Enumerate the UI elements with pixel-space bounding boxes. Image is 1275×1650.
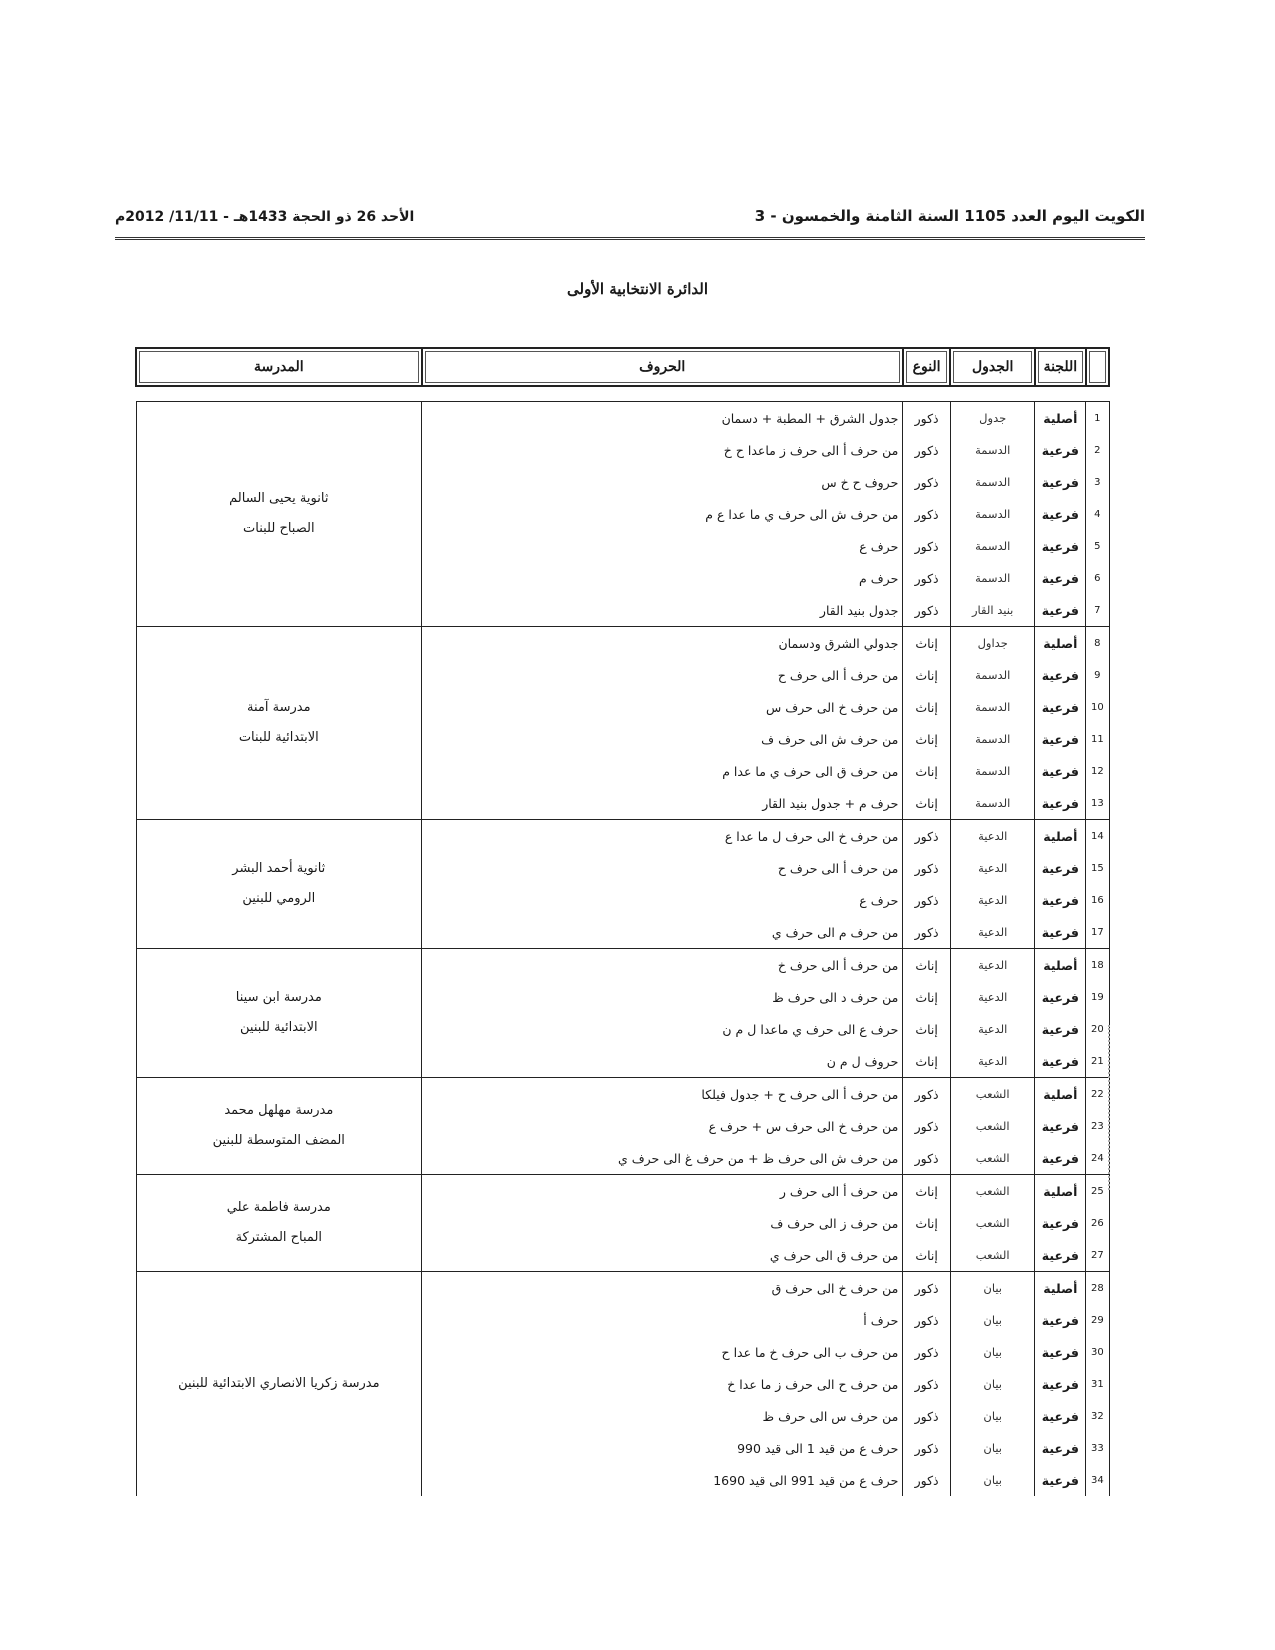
voter-table: الدسمة [950,562,1035,594]
committee-number: 25 [1086,1175,1109,1208]
page-header [115,205,1145,240]
gender: ذكور [903,1432,951,1464]
committee-type: فرعية [1035,466,1086,498]
letters-range: من حرف ز الى حرف ف [422,1207,903,1239]
gender: ذكور [903,1142,951,1175]
voter-table: بيان [950,1432,1035,1464]
margin-dots [1108,1025,1116,1190]
committee-number: 16 [1086,884,1109,916]
letters-range: من حرف أ الى حرف ز ماعدا ح خ [422,434,903,466]
gender: إناث [903,787,951,820]
letters-range: من حرف ق الى حرف ي ما عدا م [422,755,903,787]
committee-number: 27 [1086,1239,1109,1272]
gender: ذكور [903,820,951,853]
table-bottom-edge [135,1466,1110,1467]
committee-number: 18 [1086,949,1109,982]
committee-number: 14 [1086,820,1109,853]
committee-number: 6 [1086,562,1109,594]
committee-number: 26 [1086,1207,1109,1239]
gender: ذكور [903,1078,951,1111]
letters-range: من حرف خ الى حرف س [422,691,903,723]
gender: ذكور [903,1368,951,1400]
voter-table: الشعب [950,1175,1035,1208]
table-row [136,1272,1109,1305]
letters-range: حرف أ [422,1304,903,1336]
school-name-line: مدرسة مهلهل محمد [224,1103,334,1118]
gender: ذكور [903,466,951,498]
gazette-date: الأحد 26 ذو الحجة 1433هـ - 11/11/ 2012م [115,209,415,225]
voter-table: الدعية [950,884,1035,916]
voter-table: الدعية [950,916,1035,949]
voter-table: الشعب [950,1142,1035,1175]
gender: ذكور [903,530,951,562]
gender: ذكور [903,852,951,884]
committee-type: فرعية [1035,1336,1086,1368]
voter-table: بيان [950,1336,1035,1368]
committee-type: فرعية [1035,562,1086,594]
header-committee: اللجنة [1035,348,1086,386]
committee-type: فرعية [1035,981,1086,1013]
page-title: الدائرة الانتخابية الأولى [567,280,708,298]
voter-table: الدسمة [950,691,1035,723]
table-body [136,402,1109,1497]
header-letters: الحروف [422,348,903,386]
committee-number: 8 [1086,627,1109,660]
voter-table: الدسمة [950,434,1035,466]
voter-table: الشعب [950,1207,1035,1239]
committee-type: فرعية [1035,1368,1086,1400]
school-name [136,1175,422,1272]
letters-range: من حرف د الى حرف ظ [422,981,903,1013]
committee-number: 22 [1086,1078,1109,1111]
school-name-line: المضف المتوسطة للبنين [212,1133,345,1148]
committee-number: 17 [1086,916,1109,949]
voter-table: الدسمة [950,498,1035,530]
letters-range: من حرف ق الى حرف ي [422,1239,903,1272]
voter-table: الدعية [950,852,1035,884]
voter-table: بيان [950,1400,1035,1432]
gazette-issue: الكويت اليوم العدد 1105 السنة الثامنة والخمسون - 3 [754,207,1145,225]
committee-type: فرعية [1035,691,1086,723]
committee-type: أصلية [1035,1078,1086,1111]
committee-type: أصلية [1035,1272,1086,1305]
committee-number: 13 [1086,787,1109,820]
voter-table: الدسمة [950,659,1035,691]
gender: ذكور [903,1110,951,1142]
voter-table: جداول [950,627,1035,660]
committee-type: فرعية [1035,1110,1086,1142]
letters-range: حروف ل م ن [422,1045,903,1078]
voter-table: الدسمة [950,530,1035,562]
committee-type: أصلية [1035,820,1086,853]
committee-number: 32 [1086,1400,1109,1432]
school-name [136,402,422,627]
committee-type: فرعية [1035,434,1086,466]
committee-number: 31 [1086,1368,1109,1400]
header-gender: النوع [903,348,951,386]
table-row [136,627,1109,660]
voter-table: الدعية [950,981,1035,1013]
committee-type: فرعية [1035,659,1086,691]
gender: إناث [903,1013,951,1045]
school-name [136,1272,422,1497]
committee-type: فرعية [1035,1464,1086,1496]
committee-type: أصلية [1035,402,1086,435]
school-name [136,949,422,1078]
gender: ذكور [903,402,951,435]
committee-type: فرعية [1035,530,1086,562]
committee-type: أصلية [1035,627,1086,660]
table-row [136,1078,1109,1111]
school-name-line: الصباح للبنات [243,521,315,536]
committee-type: فرعية [1035,852,1086,884]
letters-range: من حرف أ الى حرف ح + جدول فيلكا [422,1078,903,1111]
committee-type: فرعية [1035,787,1086,820]
voter-table: بيان [950,1368,1035,1400]
voter-table: بيان [950,1304,1035,1336]
school-name-line: الرومي للبنين [242,891,316,906]
gender: إناث [903,723,951,755]
letters-range: من حرف ب الى حرف خ ما عدا ح [422,1336,903,1368]
letters-range: من حرف أ الى حرف ح [422,659,903,691]
committee-number: 24 [1086,1142,1109,1175]
gender: ذكور [903,1272,951,1305]
gender: إناث [903,691,951,723]
voter-table: جدول [950,402,1035,435]
voter-table: بنيد القار [950,594,1035,627]
school-name [136,1078,422,1175]
header-school: المدرسة [136,348,422,386]
school-name [136,820,422,949]
letters-range: من حرف ش الى حرف ي ما عدا ع م [422,498,903,530]
committee-number: 5 [1086,530,1109,562]
committee-number: 34 [1086,1464,1109,1496]
school-name-line: ثانوية أحمد البشر [232,861,326,876]
gender: ذكور [903,594,951,627]
gender: إناث [903,755,951,787]
table-row [136,820,1109,853]
letters-range: حروف ح خ س [422,466,903,498]
committee-type: فرعية [1035,755,1086,787]
school-name-line: مدرسة زكريا الانصاري الابتدائية للبنين [178,1376,380,1391]
gender: إناث [903,1045,951,1078]
voter-table: الدسمة [950,787,1035,820]
letters-range: حرف ع من قيد 991 الى قيد 1690 [422,1464,903,1496]
school-name-line: مدرسة فاطمة علي [226,1200,331,1215]
letters-range: حرف ع [422,884,903,916]
committee-number: 15 [1086,852,1109,884]
gender: ذكور [903,916,951,949]
committee-number: 3 [1086,466,1109,498]
letters-range: من حرف س الى حرف ظ [422,1400,903,1432]
voter-table: الدعية [950,820,1035,853]
letters-range: حرف ع من قيد 1 الى قيد 990 [422,1432,903,1464]
committee-type: فرعية [1035,594,1086,627]
table-header [136,348,1109,402]
school-name-line: الابتدائية للبنين [240,1020,318,1035]
committee-number: 9 [1086,659,1109,691]
letters-range: من حرف ح الى حرف ز ما عدا خ [422,1368,903,1400]
gender: ذكور [903,562,951,594]
committee-type: فرعية [1035,1432,1086,1464]
committee-number: 19 [1086,981,1109,1013]
school-name-line: الابتدائية للبنات [238,730,319,745]
voter-table: بيان [950,1272,1035,1305]
voter-table: الدسمة [950,755,1035,787]
school-name-line: مدرسة آمنة [247,700,311,715]
voter-table: الدعية [950,1045,1035,1078]
committee-type: فرعية [1035,1142,1086,1175]
committee-type: فرعية [1035,1045,1086,1078]
committee-number: 20 [1086,1013,1109,1045]
committee-type: فرعية [1035,723,1086,755]
school-name-line: مدرسة ابن سينا [235,990,322,1005]
letters-range: من حرف أ الى حرف ر [422,1175,903,1208]
gender: ذكور [903,434,951,466]
letters-range: جدولي الشرق ودسمان [422,627,903,660]
committee-type: فرعية [1035,1304,1086,1336]
committee-number: 12 [1086,755,1109,787]
gender: إناث [903,1239,951,1272]
school-name-line: المباح المشتركة [235,1230,323,1245]
table-row [136,1175,1109,1208]
gender: إناث [903,949,951,982]
committee-number: 33 [1086,1432,1109,1464]
committee-number: 21 [1086,1045,1109,1078]
committee-type: أصلية [1035,949,1086,982]
voter-table: الشعب [950,1239,1035,1272]
letters-range: جدول الشرق + المطبة + دسمان [422,402,903,435]
committee-type: فرعية [1035,1207,1086,1239]
letters-range: من حرف ش الى حرف ظ + من حرف غ الى حرف ي [422,1142,903,1175]
committee-type: فرعية [1035,1239,1086,1272]
voter-table: الشعب [950,1110,1035,1142]
header-num [1086,348,1109,386]
table-row [136,402,1109,435]
committee-type: فرعية [1035,884,1086,916]
letters-range: من حرف م الى حرف ي [422,916,903,949]
gender: إناث [903,1207,951,1239]
letters-range: من حرف أ الى حرف خ [422,949,903,982]
committee-type: فرعية [1035,1400,1086,1432]
school-name [136,627,422,820]
voter-table: الشعب [950,1078,1035,1111]
header-table: الجدول [950,348,1035,386]
voter-table: الدسمة [950,723,1035,755]
school-name-line: ثانوية يحيى السالم [229,491,329,506]
gender: ذكور [903,884,951,916]
gender: ذكور [903,1464,951,1496]
gender: إناث [903,1175,951,1208]
committee-type: أصلية [1035,1175,1086,1208]
gender: ذكور [903,1336,951,1368]
letters-range: من حرف ش الى حرف ف [422,723,903,755]
table-row [136,949,1109,982]
voter-table: بيان [950,1464,1035,1496]
letters-range: من حرف خ الى حرف ق [422,1272,903,1305]
committee-number: 30 [1086,1336,1109,1368]
voter-table: الدسمة [950,466,1035,498]
letters-range: حرف ع [422,530,903,562]
committees-table [135,347,1110,1496]
committee-type: فرعية [1035,498,1086,530]
letters-range: جدول بنيد القار [422,594,903,627]
committee-number: 10 [1086,691,1109,723]
committee-number: 23 [1086,1110,1109,1142]
committee-number: 28 [1086,1272,1109,1305]
letters-range: حرف م [422,562,903,594]
gender: إناث [903,659,951,691]
letters-range: من حرف خ الى حرف س + حرف ع [422,1110,903,1142]
committee-number: 11 [1086,723,1109,755]
gender: ذكور [903,498,951,530]
voter-table: الدعية [950,1013,1035,1045]
gender: ذكور [903,1304,951,1336]
committee-number: 29 [1086,1304,1109,1336]
committee-type: فرعية [1035,916,1086,949]
voter-table: الدعية [950,949,1035,982]
gender: إناث [903,627,951,660]
letters-range: من حرف أ الى حرف ح [422,852,903,884]
committee-number: 1 [1086,402,1109,435]
gender: إناث [903,981,951,1013]
committee-number: 7 [1086,594,1109,627]
letters-range: من حرف خ الى حرف ل ما عدا ع [422,820,903,853]
committee-type: فرعية [1035,1013,1086,1045]
letters-range: حرف ع الى حرف ي ماعدا ل م ن [422,1013,903,1045]
committee-number: 4 [1086,498,1109,530]
gender: ذكور [903,1400,951,1432]
committee-number: 2 [1086,434,1109,466]
letters-range: حرف م + جدول بنيد القار [422,787,903,820]
